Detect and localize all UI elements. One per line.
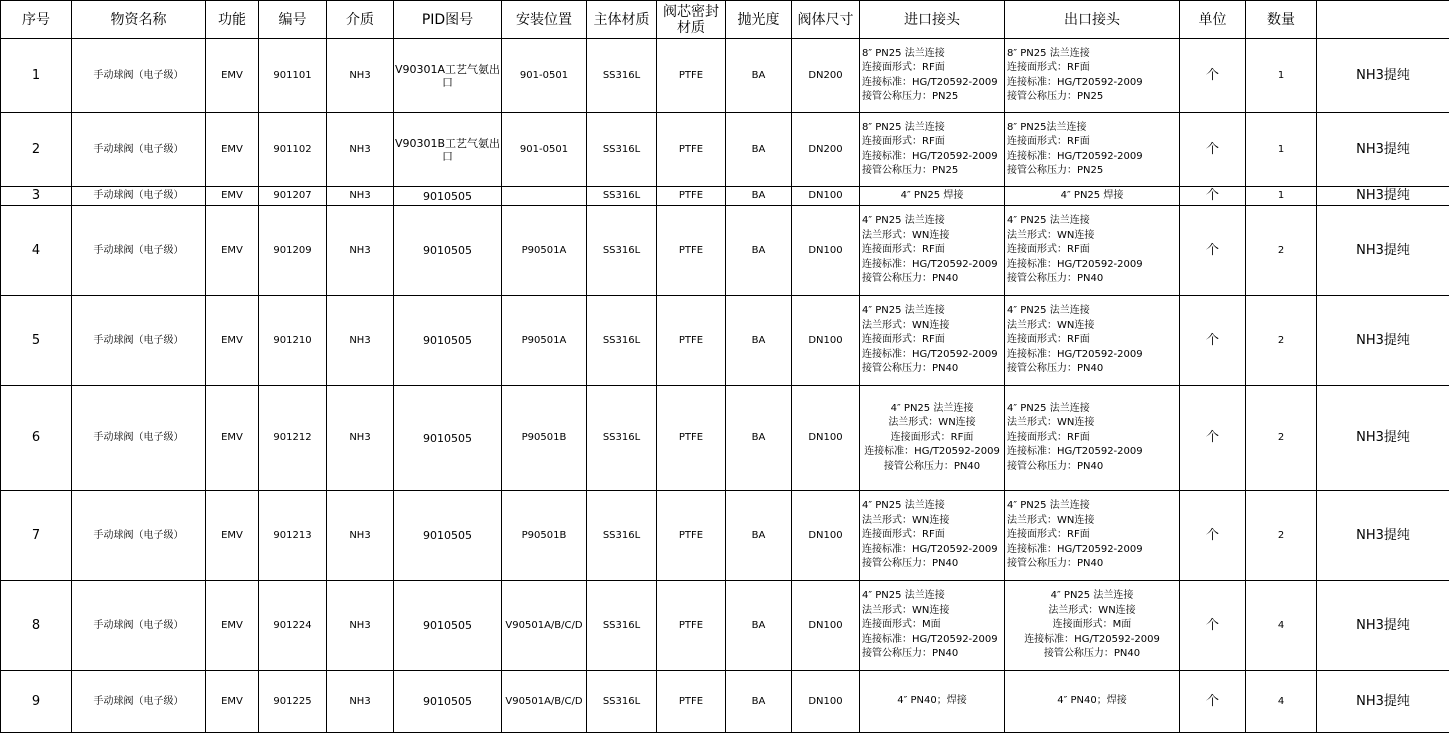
outlet-line: 连接标准：HG/T20592-2009 [1005, 633, 1179, 648]
cell-pid: 9010505 [394, 491, 502, 581]
outlet-line: 接管公称压力：PN25 [1007, 164, 1179, 179]
inlet-line: 8″ PN25 法兰连接 [862, 47, 1004, 62]
cell-body: SS316L [587, 206, 657, 296]
inlet-line: 4″ PN25 法兰连接 [862, 304, 1004, 319]
cell-name: 手动球阀（电子级） [72, 187, 206, 206]
outlet-line: 4″ PN25 法兰连接 [1005, 589, 1179, 604]
cell-func: EMV [206, 206, 259, 296]
cell-inlet [860, 671, 1005, 733]
outlet-line: 8″ PN25法兰连接 [1007, 121, 1179, 136]
cell-inlet [860, 296, 1005, 386]
cell-body: SS316L [587, 187, 657, 206]
cell-polish: BA [726, 491, 792, 581]
inlet-line: 连接标准：HG/T20592-2009 [862, 150, 1004, 165]
cell-qty: 4 [1246, 581, 1317, 671]
cell-pid: 9010505 [394, 671, 502, 733]
inlet-line: 接管公称压力：PN40 [860, 460, 1004, 475]
cell-seq: 8 [1, 581, 72, 671]
cell-location: P90501B [502, 386, 587, 491]
cell-seq: 6 [1, 386, 72, 491]
cell-body: SS316L [587, 296, 657, 386]
cell-polish: BA [726, 113, 792, 187]
cell-pid: V90301A工艺气氨出口 [394, 39, 502, 113]
cell-qty: 2 [1246, 296, 1317, 386]
outlet-line: 连接面形式：RF面 [1007, 61, 1179, 76]
cell-remark: NH3提纯 [1317, 113, 1449, 187]
header-inlet: 进口接头 [860, 1, 1005, 39]
cell-outlet [1005, 296, 1180, 386]
inlet-line: 连接面形式：RF面 [862, 135, 1004, 150]
cell-remark: NH3提纯 [1317, 581, 1449, 671]
cell-polish: BA [726, 206, 792, 296]
cell-qty: 2 [1246, 491, 1317, 581]
cell-func: EMV [206, 39, 259, 113]
inlet-line: 连接面形式：RF面 [860, 431, 1004, 446]
cell-code: 901225 [259, 671, 327, 733]
cell-name: 手动球阀（电子级） [72, 386, 206, 491]
outlet-line: 接管公称压力：PN40 [1005, 647, 1179, 662]
cell-remark: NH3提纯 [1317, 296, 1449, 386]
cell-func: EMV [206, 671, 259, 733]
outlet-line: 连接面形式：RF面 [1007, 528, 1179, 543]
header-pid: PID图号 [394, 1, 502, 39]
inlet-line: 4″ PN25 法兰连接 [862, 214, 1004, 229]
table-row [1, 206, 1449, 296]
outlet-line: 连接标准：HG/T20592-2009 [1007, 348, 1179, 363]
cell-seq: 5 [1, 296, 72, 386]
header-size: 阀体尺寸 [792, 1, 860, 39]
header-body: 主体材质 [587, 1, 657, 39]
outlet-line: 4″ PN25 法兰连接 [1007, 304, 1179, 319]
inlet-line: 连接面形式：RF面 [862, 528, 1004, 543]
cell-pid: 9010505 [394, 296, 502, 386]
cell-pid: 9010505 [394, 206, 502, 296]
cell-unit: 个 [1180, 39, 1246, 113]
inlet-line: 接管公称压力：PN40 [862, 647, 1004, 662]
inlet-line: 连接面形式：M面 [862, 618, 1004, 633]
inlet-line: 法兰形式：WN连接 [862, 229, 1004, 244]
outlet-line: 接管公称压力：PN25 [1007, 90, 1179, 105]
cell-seq: 2 [1, 113, 72, 187]
cell-body: SS316L [587, 671, 657, 733]
inlet-line: 连接面形式：RF面 [862, 61, 1004, 76]
cell-inlet [860, 39, 1005, 113]
cell-seal: PTFE [657, 187, 726, 206]
inlet-line: 连接标准：HG/T20592-2009 [862, 76, 1004, 91]
inlet-line: 接管公称压力：PN25 [862, 90, 1004, 105]
cell-medium: NH3 [327, 296, 394, 386]
cell-qty: 1 [1246, 187, 1317, 206]
outlet-line: 连接标准：HG/T20592-2009 [1007, 150, 1179, 165]
outlet-line: 接管公称压力：PN40 [1007, 557, 1179, 572]
inlet-line: 8″ PN25 法兰连接 [862, 121, 1004, 136]
cell-size: DN100 [792, 296, 860, 386]
inlet-line: 法兰形式：WN连接 [862, 604, 1004, 619]
cell-qty: 1 [1246, 39, 1317, 113]
header-row [1, 1, 1449, 39]
cell-size: DN100 [792, 386, 860, 491]
cell-pid: V90301B工艺气氨出口 [394, 113, 502, 187]
outlet-line: 连接标准：HG/T20592-2009 [1007, 76, 1179, 91]
cell-seal: PTFE [657, 39, 726, 113]
cell-location [502, 187, 587, 206]
cell-outlet [1005, 113, 1180, 187]
cell-inlet [860, 206, 1005, 296]
cell-seq: 1 [1, 39, 72, 113]
table-row [1, 113, 1449, 187]
outlet-line: 连接面形式：RF面 [1007, 431, 1179, 446]
inlet-line: 4″ PN25 法兰连接 [862, 499, 1004, 514]
outlet-line: 连接标准：HG/T20592-2009 [1007, 445, 1179, 460]
outlet-line: 法兰形式：WN连接 [1007, 229, 1179, 244]
header-seq: 序号 [1, 1, 72, 39]
cell-pid: 9010505 [394, 386, 502, 491]
cell-body: SS316L [587, 581, 657, 671]
inlet-line: 连接标准：HG/T20592-2009 [860, 445, 1004, 460]
cell-size: DN100 [792, 206, 860, 296]
outlet-line: 法兰形式：WN连接 [1007, 416, 1179, 431]
cell-seq: 9 [1, 671, 72, 733]
cell-seq: 4 [1, 206, 72, 296]
cell-medium: NH3 [327, 206, 394, 296]
cell-body: SS316L [587, 386, 657, 491]
cell-size: DN200 [792, 113, 860, 187]
cell-code: 901101 [259, 39, 327, 113]
header-location: 安装位置 [502, 1, 587, 39]
cell-polish: BA [726, 39, 792, 113]
cell-remark: NH3提纯 [1317, 386, 1449, 491]
outlet-line: 连接面形式：RF面 [1007, 333, 1179, 348]
outlet-line: 连接面形式：RF面 [1007, 135, 1179, 150]
cell-qty: 2 [1246, 206, 1317, 296]
cell-unit: 个 [1180, 581, 1246, 671]
cell-medium: NH3 [327, 671, 394, 733]
cell-medium: NH3 [327, 581, 394, 671]
outlet-line: 8″ PN25 法兰连接 [1007, 47, 1179, 62]
header-unit: 单位 [1180, 1, 1246, 39]
inlet-line: 连接面形式：RF面 [862, 333, 1004, 348]
cell-inlet [860, 581, 1005, 671]
cell-name: 手动球阀（电子级） [72, 39, 206, 113]
inlet-line: 4″ PN25 焊接 [860, 189, 1004, 204]
cell-name: 手动球阀（电子级） [72, 113, 206, 187]
cell-func: EMV [206, 113, 259, 187]
cell-body: SS316L [587, 39, 657, 113]
cell-unit: 个 [1180, 187, 1246, 206]
table-row [1, 581, 1449, 671]
table-row [1, 39, 1449, 113]
cell-unit: 个 [1180, 491, 1246, 581]
inlet-line: 连接面形式：RF面 [862, 243, 1004, 258]
cell-code: 901212 [259, 386, 327, 491]
cell-code: 901207 [259, 187, 327, 206]
cell-unit: 个 [1180, 386, 1246, 491]
cell-location: V90501A/B/C/D [502, 581, 587, 671]
table-row [1, 296, 1449, 386]
outlet-line: 4″ PN25 焊接 [1005, 189, 1179, 204]
header-medium: 介质 [327, 1, 394, 39]
cell-func: EMV [206, 296, 259, 386]
cell-location: 901-0501 [502, 39, 587, 113]
cell-outlet [1005, 491, 1180, 581]
cell-seal: PTFE [657, 581, 726, 671]
cell-polish: BA [726, 187, 792, 206]
cell-body: SS316L [587, 491, 657, 581]
header-outlet: 出口接头 [1005, 1, 1180, 39]
outlet-line: 法兰形式：WN连接 [1007, 514, 1179, 529]
cell-location: 901-0501 [502, 113, 587, 187]
cell-func: EMV [206, 187, 259, 206]
cell-location: V90501A/B/C/D [502, 671, 587, 733]
header-remark [1317, 1, 1449, 39]
cell-func: EMV [206, 581, 259, 671]
header-name: 物资名称 [72, 1, 206, 39]
cell-func: EMV [206, 491, 259, 581]
inlet-line: 接管公称压力：PN40 [862, 362, 1004, 377]
table-row [1, 491, 1449, 581]
inlet-line: 法兰形式：WN连接 [860, 416, 1004, 431]
cell-code: 901209 [259, 206, 327, 296]
outlet-line: 接管公称压力：PN40 [1007, 362, 1179, 377]
cell-body: SS316L [587, 113, 657, 187]
inlet-line: 连接标准：HG/T20592-2009 [862, 258, 1004, 273]
outlet-line: 法兰形式：WN连接 [1005, 604, 1179, 619]
cell-seal: PTFE [657, 113, 726, 187]
cell-size: DN100 [792, 671, 860, 733]
cell-medium: NH3 [327, 491, 394, 581]
cell-name: 手动球阀（电子级） [72, 206, 206, 296]
header-polish: 抛光度 [726, 1, 792, 39]
outlet-line: 连接标准：HG/T20592-2009 [1007, 258, 1179, 273]
cell-inlet [860, 113, 1005, 187]
inlet-line: 法兰形式：WN连接 [862, 319, 1004, 334]
cell-unit: 个 [1180, 671, 1246, 733]
cell-seal: PTFE [657, 671, 726, 733]
cell-location: P90501A [502, 296, 587, 386]
outlet-line: 4″ PN25 法兰连接 [1007, 402, 1179, 417]
cell-name: 手动球阀（电子级） [72, 491, 206, 581]
cell-code: 901102 [259, 113, 327, 187]
inlet-line: 4″ PN25 法兰连接 [860, 402, 1004, 417]
cell-medium: NH3 [327, 39, 394, 113]
cell-inlet [860, 386, 1005, 491]
header-code: 编号 [259, 1, 327, 39]
inlet-line: 4″ PN40；焊接 [860, 694, 1004, 709]
cell-outlet [1005, 187, 1180, 206]
cell-size: DN100 [792, 187, 860, 206]
outlet-line: 接管公称压力：PN40 [1007, 460, 1179, 475]
inlet-line: 连接标准：HG/T20592-2009 [862, 543, 1004, 558]
cell-outlet [1005, 671, 1180, 733]
table-row [1, 386, 1449, 491]
header-seal: 阀芯密封材质 [657, 1, 726, 39]
inlet-line: 接管公称压力：PN25 [862, 164, 1004, 179]
outlet-line: 连接面形式：RF面 [1007, 243, 1179, 258]
cell-remark: NH3提纯 [1317, 39, 1449, 113]
cell-medium: NH3 [327, 386, 394, 491]
cell-unit: 个 [1180, 113, 1246, 187]
outlet-line: 4″ PN25 法兰连接 [1007, 214, 1179, 229]
cell-outlet [1005, 386, 1180, 491]
table-row [1, 671, 1449, 733]
outlet-line: 连接面形式：M面 [1005, 618, 1179, 633]
cell-code: 901224 [259, 581, 327, 671]
cell-qty: 1 [1246, 113, 1317, 187]
cell-size: DN200 [792, 39, 860, 113]
cell-name: 手动球阀（电子级） [72, 581, 206, 671]
cell-seal: PTFE [657, 296, 726, 386]
cell-polish: BA [726, 386, 792, 491]
cell-inlet [860, 491, 1005, 581]
outlet-line: 接管公称压力：PN40 [1007, 272, 1179, 287]
outlet-line: 连接标准：HG/T20592-2009 [1007, 543, 1179, 558]
cell-code: 901210 [259, 296, 327, 386]
cell-seal: PTFE [657, 206, 726, 296]
cell-outlet [1005, 206, 1180, 296]
cell-seq: 3 [1, 187, 72, 206]
outlet-line: 4″ PN40；焊接 [1005, 694, 1179, 709]
cell-size: DN100 [792, 491, 860, 581]
inlet-line: 连接标准：HG/T20592-2009 [862, 348, 1004, 363]
table-row [1, 187, 1449, 206]
cell-location: P90501B [502, 491, 587, 581]
outlet-line: 法兰形式：WN连接 [1007, 319, 1179, 334]
outlet-line: 4″ PN25 法兰连接 [1007, 499, 1179, 514]
cell-pid: 9010505 [394, 187, 502, 206]
cell-qty: 4 [1246, 671, 1317, 733]
cell-remark: NH3提纯 [1317, 491, 1449, 581]
header-func: 功能 [206, 1, 259, 39]
cell-polish: BA [726, 296, 792, 386]
cell-size: DN100 [792, 581, 860, 671]
inlet-line: 接管公称压力：PN40 [862, 557, 1004, 572]
cell-seal: PTFE [657, 491, 726, 581]
inlet-line: 连接标准：HG/T20592-2009 [862, 633, 1004, 648]
cell-func: EMV [206, 386, 259, 491]
cell-polish: BA [726, 581, 792, 671]
cell-location: P90501A [502, 206, 587, 296]
cell-remark: NH3提纯 [1317, 187, 1449, 206]
cell-code: 901213 [259, 491, 327, 581]
cell-unit: 个 [1180, 296, 1246, 386]
cell-inlet [860, 187, 1005, 206]
inlet-line: 接管公称压力：PN40 [862, 272, 1004, 287]
cell-seq: 7 [1, 491, 72, 581]
header-qty: 数量 [1246, 1, 1317, 39]
inlet-line: 法兰形式：WN连接 [862, 514, 1004, 529]
cell-qty: 2 [1246, 386, 1317, 491]
cell-seal: PTFE [657, 386, 726, 491]
cell-pid: 9010505 [394, 581, 502, 671]
cell-name: 手动球阀（电子级） [72, 296, 206, 386]
cell-medium: NH3 [327, 187, 394, 206]
cell-remark: NH3提纯 [1317, 671, 1449, 733]
cell-remark: NH3提纯 [1317, 206, 1449, 296]
cell-polish: BA [726, 671, 792, 733]
cell-unit: 个 [1180, 206, 1246, 296]
cell-outlet [1005, 39, 1180, 113]
cell-medium: NH3 [327, 113, 394, 187]
cell-outlet [1005, 581, 1180, 671]
cell-name: 手动球阀（电子级） [72, 671, 206, 733]
inlet-line: 4″ PN25 法兰连接 [862, 589, 1004, 604]
